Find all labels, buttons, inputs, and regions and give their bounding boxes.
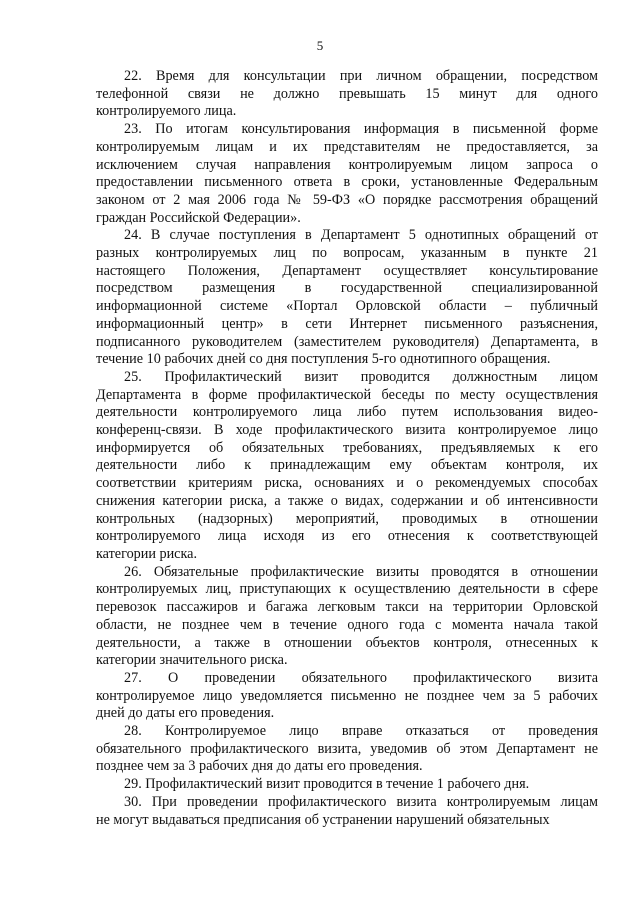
text-line: конференц-связи. В ходе профилактического визита контролируемое лицо [96, 422, 598, 439]
text-line: законом от 2 мая 2006 года № 59-ФЗ «О порядке рассмотрения обращений [96, 191, 598, 208]
text-line: деятельности либо к принадлежащим ему объектам контроля, их [96, 457, 598, 474]
paragraph [96, 723, 598, 776]
text-line: предоставлении письменного ответа в сроки, установленные Федеральным [96, 174, 598, 191]
paragraph [96, 369, 598, 564]
text-line: не могут выдаваться предписания об устранении нарушений обязательных [96, 811, 550, 828]
text-line: деятельности контролируемого лица либо путем использования видео- [96, 404, 598, 421]
text-line: Департамента в форме профилактической беседы по месту осуществления [96, 386, 598, 403]
paragraph [96, 776, 598, 794]
text-line: разных контролируемых лиц по вопросам, указанным в пункте 21 [96, 245, 598, 262]
page-number: 5 [316, 38, 324, 53]
text-line: контролируемого лица исходя из его отнесения к соответствующей [96, 528, 598, 545]
text-line: 28. Контролируемое лицо вправе отказаться от проведения [124, 723, 598, 740]
text-line: информируется об обязательных требованиях, предъявляемых к его [96, 439, 598, 456]
text-line: 29. Профилактический визит проводится в течение 1 рабочего дня. [124, 776, 530, 793]
text-line: контролируемым лицам и их представителям не предоставляется, за [96, 138, 598, 155]
paragraph [96, 670, 598, 723]
text-line: информационной системе «Портал Орловской области – публичный [96, 298, 598, 315]
text-line: информационный центр» в сети Интернет письменного разъяснения, [96, 315, 598, 332]
text-line: обязательного профилактического визита, уведомив об этом Департамент не [96, 740, 598, 757]
text-line: течение 10 рабочих дней со дня поступления 5-го однотипного обращения. [96, 351, 551, 368]
text-line: 25. Профилактический визит проводится должностным лицом [124, 368, 598, 385]
text-line: дней до даты его проведения. [96, 705, 275, 722]
text-line: граждан Российской Федерации». [96, 209, 301, 226]
text-line: подписанного руководителем (заместителем руководителя) Департамента, в [96, 333, 598, 350]
text-line: контролируемое лицо уведомляется письменно не позднее чем за 5 рабочих [96, 687, 598, 704]
text-line: 26. Обязательные профилактические визиты проводятся в отношении [124, 563, 598, 580]
text-line: 30. При проведении профилактического визита контролируемым лицам [124, 793, 598, 810]
text-line: категории значительного риска. [96, 652, 288, 669]
text-line: 22. Время для консультации при личном обращении, посредством [124, 68, 598, 84]
paragraph [96, 794, 598, 829]
text-line: контрольных (надзорных) мероприятий, проводимых в отношении [96, 510, 598, 527]
paragraph [96, 564, 598, 670]
paragraph [96, 121, 598, 227]
text-line: настоящего Положения, Департамент осуществляет консультирование [96, 262, 598, 279]
text-line: перевозок пассажиров и багажа легковым такси на территории Орловской [96, 599, 598, 616]
text-line: деятельности, а также в отношении объектов контроля, отнесенных к [96, 634, 598, 651]
text-line: 23. По итогам консультирования информация в письменной форме [124, 121, 598, 138]
text-line: 27. О проведении обязательного профилактического визита [124, 669, 598, 686]
text-line: снижения категории риска, а также о видах, содержании и об интенсивности [96, 492, 598, 509]
text-line: телефонной связи не должно превышать 15 минут для одного [96, 85, 598, 102]
paragraph [96, 227, 598, 369]
text-line: области, не позднее чем в течение одного года с момента начала такой [96, 616, 598, 633]
text-line: посредством размещения в государственной специализированной [96, 280, 598, 297]
text-line: соответствии критериям риска, основаниях и о рекомендуемых способах [96, 475, 598, 492]
text-line: контролируемых лиц, приступающих к осуществлению деятельности в сфере [96, 581, 598, 598]
text-line: 24. В случае поступления в Департамент 5 однотипных обращений от [124, 227, 598, 244]
paragraph [96, 68, 598, 121]
text-line: исключением случая направления контролируемым лицом запроса о [96, 156, 598, 173]
text-line: позднее чем за 3 рабочих дня до даты его проведения. [96, 758, 423, 775]
text-line: контролируемого лица. [96, 103, 237, 120]
document-body [96, 68, 598, 829]
text-line: категории риска. [96, 545, 197, 562]
